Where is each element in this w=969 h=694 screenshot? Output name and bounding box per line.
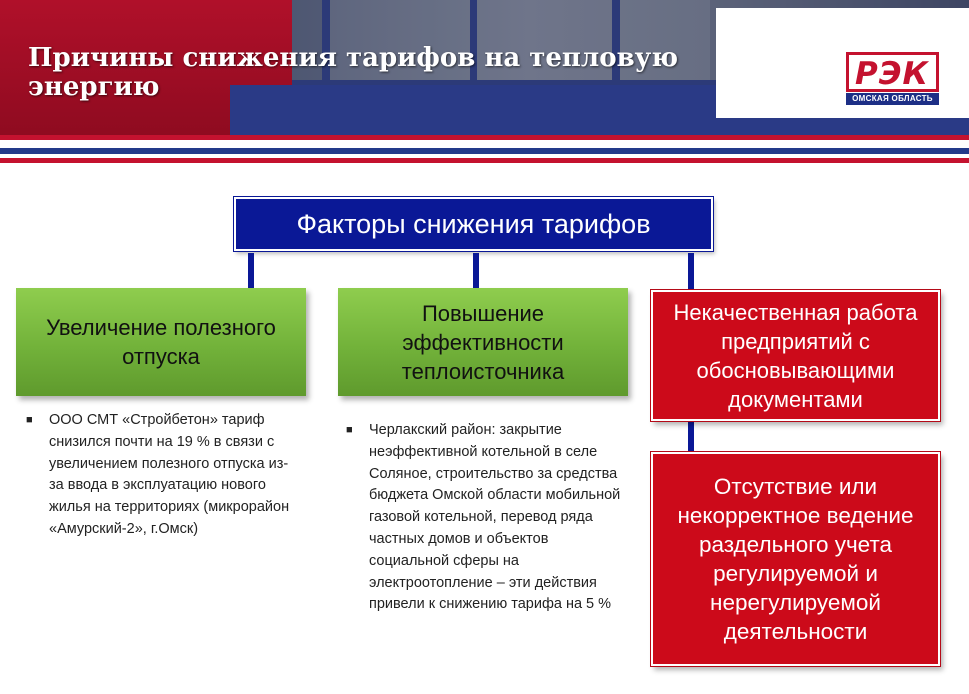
note-efficiency: ■ Черлакский район: закрытие неэффективной котельной в селе Соляное, строительство за средства бюджета Омской области мобильной газовой котельной, перевод ряда частных домов и объектов социальной сферы на электроотопление – эти действия привели к снижению тарифа на 5 % bbox=[346, 422, 621, 613]
connector-left bbox=[248, 253, 254, 288]
subfactor-box-separate-accounting: Отсутствие или некорректное ведение раздельного учета регулируемой и нерегулируемой деятельности bbox=[651, 452, 940, 666]
factor-box-efficiency: Повышение эффективности теплоисточника bbox=[338, 288, 628, 396]
connector-right-lower bbox=[688, 421, 694, 453]
slide-title: Причины снижения тарифов на тепловую энергию bbox=[28, 43, 678, 102]
root-node-factors: Факторы снижения тарифов bbox=[234, 197, 713, 251]
note-useful-output: ■ ООО СМТ «Стройбетон» тариф снизился почти на 19 % в связи с увеличением полезного отпуска из-за ввода в эксплуатацию нового жилья на территориях (микрорайон «Амурский-2», г.Омск) bbox=[26, 412, 290, 537]
logo-region: ОМСКАЯ ОБЛАСТЬ bbox=[846, 93, 939, 105]
bullet-icon: ■ bbox=[346, 424, 353, 436]
factor-box-poor-documents: Некачественная работа предприятий с обосновывающими документами bbox=[651, 290, 940, 421]
connector-right bbox=[688, 253, 694, 291]
rek-logo bbox=[846, 52, 939, 104]
bullet-icon: ■ bbox=[26, 414, 33, 426]
divider-stripe-red-bottom bbox=[0, 158, 969, 163]
header-banner bbox=[0, 0, 969, 135]
logo-letters: РЭК bbox=[855, 56, 929, 92]
factor-box-useful-output: Увеличение полезного отпуска bbox=[16, 288, 306, 396]
connector-middle bbox=[473, 253, 479, 288]
